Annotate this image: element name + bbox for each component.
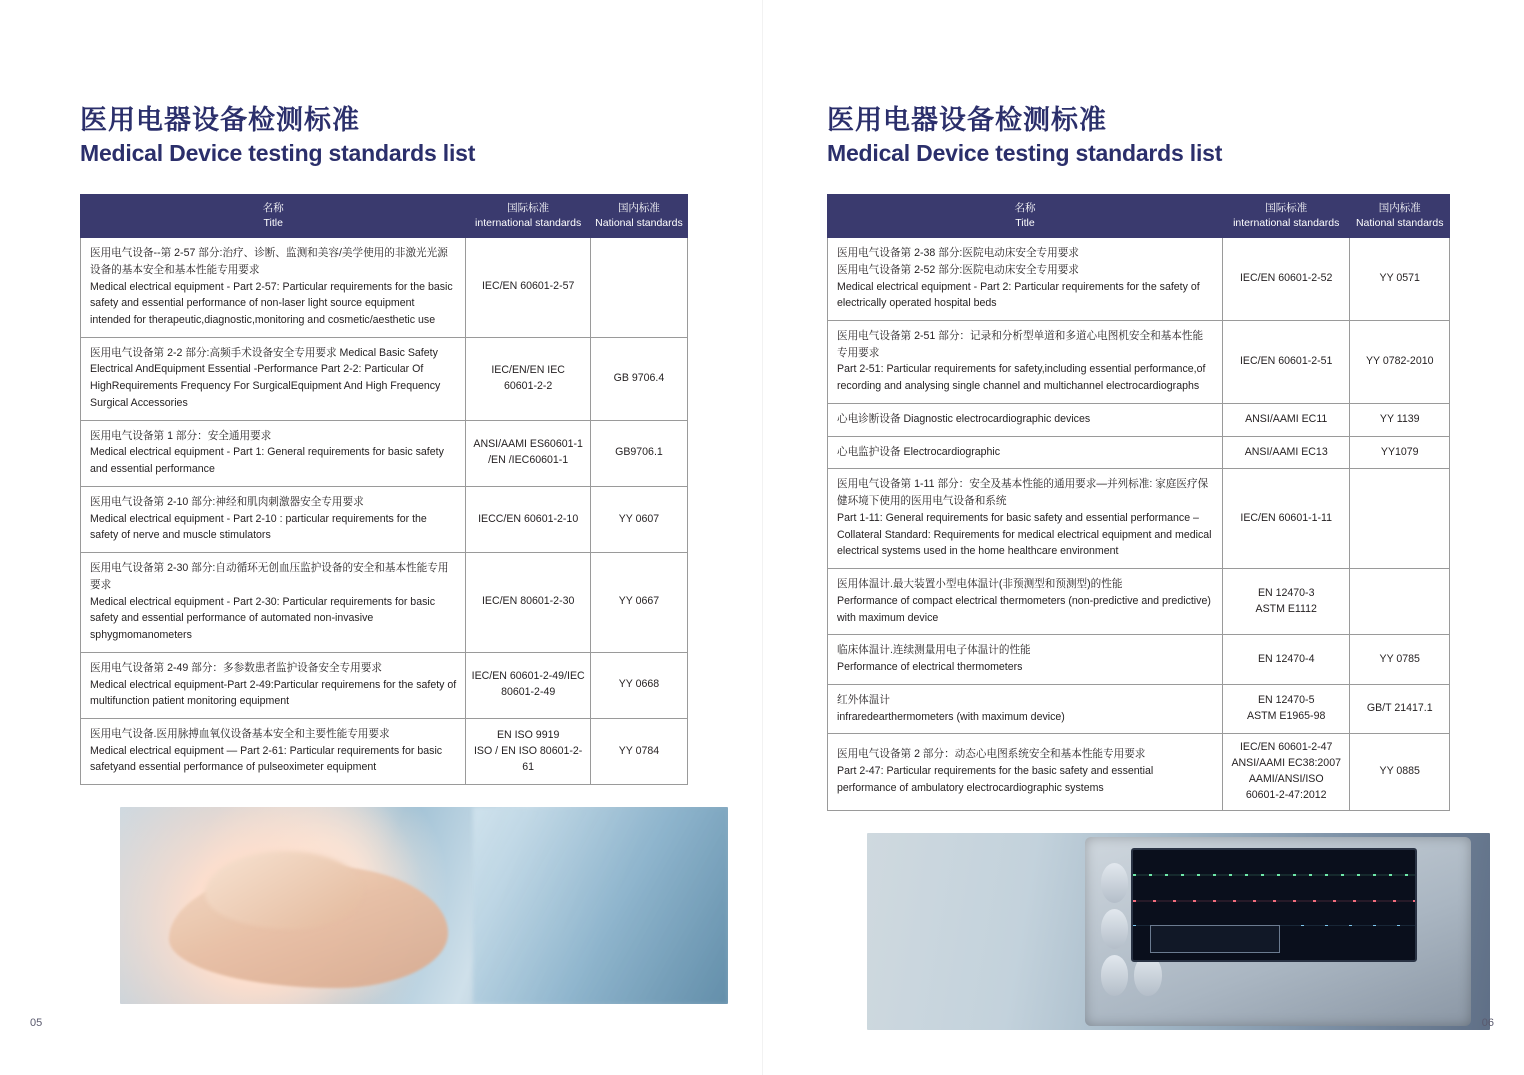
table-row bbox=[828, 321, 1450, 404]
cell-title bbox=[828, 684, 1223, 733]
cell-line: ISO / EN ISO 80601-2-61 bbox=[473, 744, 583, 773]
cell-international-standard bbox=[1222, 403, 1350, 436]
cell-national-standard bbox=[590, 652, 687, 718]
table-row bbox=[828, 238, 1450, 321]
cell-title bbox=[828, 321, 1223, 404]
cell-international-standard bbox=[466, 718, 590, 784]
cell-line: ANSI/AAMI EC11 bbox=[1245, 412, 1328, 425]
cell-title bbox=[828, 569, 1223, 635]
table-row bbox=[828, 469, 1450, 569]
cell-line: YY 0785 bbox=[1379, 652, 1420, 665]
table-row bbox=[828, 684, 1450, 733]
column-header-international bbox=[1222, 194, 1350, 237]
monitor-key bbox=[1101, 863, 1129, 903]
cell-line: EN 12470-5 bbox=[1257, 694, 1315, 707]
cell-line: ANSI/AAMI EC38:2007 bbox=[1231, 757, 1341, 770]
column-header-title-en: Title bbox=[263, 216, 283, 229]
cell-line: 60601-2-2 bbox=[504, 379, 553, 392]
cell-line: 心电监护设备 Electrocardiographic bbox=[837, 445, 1001, 458]
monitor-key bbox=[1101, 955, 1129, 995]
cell-line: Performance of compact electrical thermometers (non-predictive and predictive) with maximum device bbox=[837, 594, 1211, 624]
cell-line: IECC/EN 60601-2-10 bbox=[478, 512, 579, 525]
cell-line: IEC/EN 60601-2-57 bbox=[481, 280, 575, 293]
cell-line: ANSI/AAMI EC13 bbox=[1244, 445, 1328, 458]
cell-line: 临床体温计.连续测量用电子体温计的性能 bbox=[837, 644, 1031, 657]
cell-line: YY 0571 bbox=[1379, 272, 1420, 285]
cell-line: YY 1139 bbox=[1379, 412, 1420, 425]
page-title-cn-right: 医用电器设备检测标准 bbox=[827, 105, 1107, 135]
table-row bbox=[81, 718, 688, 784]
cell-line: infraredearthermometers (with maximum device) bbox=[837, 710, 1065, 723]
cell-line: 医用电气设备.医用脉搏血氧仪设备基本安全和主要性能专用要求 bbox=[90, 727, 390, 740]
cell-line: IEC/EN 60601-2-52 bbox=[1239, 272, 1333, 285]
cell-line: YY 0668 bbox=[618, 678, 660, 691]
cell-line: YY 0784 bbox=[618, 744, 660, 757]
cell-national-standard bbox=[1350, 684, 1450, 733]
column-header-title bbox=[828, 194, 1223, 237]
cell-national-standard bbox=[1350, 635, 1450, 684]
cell-line: 医用电气设备第 2-49 部分：多参数患者监护设备安全专用要求 bbox=[90, 661, 382, 674]
cell-national-standard bbox=[590, 486, 687, 552]
ecg-trace-green bbox=[1133, 874, 1415, 876]
column-header-title-cn: 名称 bbox=[262, 201, 284, 214]
cell-international-standard bbox=[1222, 238, 1350, 321]
cell-national-standard bbox=[590, 238, 687, 338]
cell-line: ASTM E1965-98 bbox=[1247, 710, 1326, 722]
page-title-cn: 医用电器设备检测标准 bbox=[80, 105, 360, 135]
cell-international-standard bbox=[466, 652, 590, 718]
cell-national-standard bbox=[590, 553, 687, 653]
cell-title bbox=[81, 238, 466, 338]
photo-right bbox=[867, 833, 1490, 1030]
table-body-left bbox=[81, 238, 688, 785]
page-title-en-right: Medical Device testing standards list bbox=[827, 140, 1223, 167]
cell-international-standard bbox=[466, 486, 590, 552]
cell-line: 医用电气设备--第 2-57 部分:治疗、诊断、监测和美容/美学使用的非激光光源设备的基本安全和基本性能专用要求 bbox=[90, 247, 448, 276]
cell-title bbox=[828, 436, 1223, 469]
cell-line: Part 2-47: Particular requirements for the basic safety and essential performance of ambulatory electrocardiographic systems bbox=[837, 765, 1154, 794]
cell-line: EN ISO 9919 bbox=[496, 728, 560, 741]
cell-line: IEC/EN/EN IEC bbox=[491, 363, 565, 376]
cell-line: 医用电气设备第 2-52 部分:医院电动床安全专用要求 bbox=[837, 263, 1079, 276]
monitor-key bbox=[1101, 909, 1129, 949]
table-row bbox=[828, 403, 1450, 436]
column-header-international-en: international standards bbox=[475, 216, 582, 229]
cell-line: IEC/EN 60601-2-49/IEC bbox=[471, 670, 585, 683]
cell-line: Medical electrical equipment — Part 2-61: Particular requirements for basic safetyand essential performance of pulseoximeter equipment bbox=[90, 744, 443, 774]
column-header-international bbox=[466, 194, 590, 237]
cell-line: YY 0885 bbox=[1379, 765, 1420, 778]
cell-national-standard bbox=[1350, 734, 1450, 811]
column-header-national bbox=[1350, 194, 1450, 237]
cell-national-standard bbox=[1350, 321, 1450, 404]
cell-national-standard bbox=[590, 718, 687, 784]
column-header-national bbox=[590, 194, 687, 237]
cell-line: 医用电气设备第 1 部分：安全通用要求 bbox=[90, 429, 272, 442]
column-header-title bbox=[81, 194, 466, 237]
cell-line: 医用体温计.最大装置小型电体温计(非预测型和预测型)的性能 bbox=[837, 578, 1123, 591]
monitor-screen bbox=[1131, 848, 1417, 961]
cell-title bbox=[828, 635, 1223, 684]
cell-line: ANSI/AAMI ES60601-1 bbox=[473, 438, 583, 451]
cell-line: GB9706.1 bbox=[615, 446, 663, 459]
table-row bbox=[828, 436, 1450, 469]
cell-line: YY1079 bbox=[1380, 445, 1419, 458]
cell-title bbox=[81, 553, 466, 653]
cell-title bbox=[81, 337, 466, 420]
cell-line: IEC/EN 60601-2-47 bbox=[1239, 741, 1333, 754]
ecg-trace-red bbox=[1133, 900, 1415, 902]
cell-line: 医用电气设备第 2-10 部分:神经和肌肉刺激器安全专用要求 bbox=[90, 495, 364, 508]
cell-line: 心电诊断设备 Diagnostic electrocardiographic devices bbox=[837, 412, 1091, 425]
table-row bbox=[828, 635, 1450, 684]
cell-title bbox=[81, 486, 466, 552]
cell-international-standard bbox=[466, 337, 590, 420]
patient-monitor bbox=[1085, 837, 1471, 1026]
cell-line: 医用电气设备第 1-11 部分：安全及基本性能的通用要求—并列标准: 家庭医疗保健环境下使用的医用电气设备和系统 bbox=[837, 478, 1209, 508]
table-row bbox=[828, 569, 1450, 635]
cell-line: Medical electrical equipment - Part 2-57: Particular requirements for the basic safety and essential performance of non-laser light source equipment intended for therapeutic,diagnostic,monitoring and cosmetic/aesthetic use bbox=[90, 280, 453, 327]
cell-international-standard bbox=[1222, 734, 1350, 811]
standards-table-right bbox=[827, 194, 1450, 811]
cell-international-standard bbox=[466, 553, 590, 653]
cell-line: 医用电气设备第 2-51 部分：记录和分析型单道和多道心电图机安全和基本性能专用要求 bbox=[837, 330, 1204, 359]
column-header-title-cn: 名称 bbox=[1014, 201, 1036, 214]
photo-left-hand bbox=[205, 851, 363, 930]
table-header bbox=[81, 194, 688, 237]
cell-international-standard bbox=[1222, 436, 1350, 469]
table-row bbox=[828, 734, 1450, 811]
cell-line: Medical electrical equipment - Part 2-10 : particular requirements for the safety of nerve and muscle stimulators bbox=[90, 512, 427, 542]
cell-title bbox=[81, 718, 466, 784]
column-header-national-en: National standards bbox=[1355, 216, 1444, 229]
cell-national-standard bbox=[590, 420, 687, 486]
cell-line: Medical electrical equipment - Part 2: Particular requirements for the safety of electrically operated hospital beds bbox=[837, 280, 1200, 310]
cell-international-standard bbox=[466, 238, 590, 338]
cell-line: Performance of electrical thermometers bbox=[837, 661, 1023, 674]
cell-international-standard bbox=[1222, 469, 1350, 569]
cell-international-standard bbox=[1222, 684, 1350, 733]
cell-national-standard bbox=[1350, 403, 1450, 436]
column-header-international-en: international standards bbox=[1233, 216, 1340, 229]
cell-line: ASTM E1112 bbox=[1255, 602, 1317, 615]
table-row bbox=[81, 652, 688, 718]
table-row bbox=[81, 420, 688, 486]
cell-line: YY 0607 bbox=[618, 512, 660, 525]
cell-title bbox=[81, 420, 466, 486]
column-header-title-en: Title bbox=[1015, 216, 1035, 229]
column-header-international-cn: 国际标准 bbox=[1265, 201, 1308, 214]
folio-right: 06 bbox=[1481, 1017, 1494, 1029]
cell-line: GB 9706.4 bbox=[613, 371, 665, 384]
table-row bbox=[81, 238, 688, 338]
cell-line: Part 1-11: General requirements for basic safety and essential performance – Collateral Standard: Requirements for medical electrical equipment and medical electrical systems used in the home healthcare environment bbox=[837, 511, 1212, 558]
cell-line: 医用电气设备第 2-2 部分:高频手术设备安全专用要求 Medical Basic Safety Electrical AndEquipment Essential -Performance Part 2-2: Particular Of HighRequirements Frequency For SurgicalEquipment And High Frequency Surgical Accessories bbox=[90, 346, 441, 409]
cell-international-standard bbox=[1222, 569, 1350, 635]
cell-line: 医用电气设备第 2-30 部分:自动循环无创血压监护设备的安全和基本性能专用要求 bbox=[90, 562, 449, 591]
table-body-right bbox=[828, 238, 1450, 811]
folio-left: 05 bbox=[30, 1017, 43, 1029]
cell-national-standard bbox=[1350, 238, 1450, 321]
column-header-national-cn: 国内标准 bbox=[617, 201, 660, 214]
cell-line: 医用电气设备第 2-38 部分:医院电动床安全专用要求 bbox=[837, 247, 1079, 260]
cell-international-standard bbox=[1222, 635, 1350, 684]
cell-line: Medical electrical equipment - Part 1: General requirements for basic safety and essential performance bbox=[90, 446, 444, 476]
column-header-national-en: National standards bbox=[595, 216, 683, 229]
cell-title bbox=[828, 403, 1223, 436]
cell-line: YY 0782-2010 bbox=[1365, 355, 1434, 368]
cell-line: Medical electrical equipment - Part 2-30: Particular requirements for basic safety and essential performance of automated non-invasive sphygmomanometers bbox=[90, 595, 436, 642]
cell-line: YY 0667 bbox=[618, 595, 660, 608]
table-row bbox=[81, 337, 688, 420]
standards-table-left bbox=[80, 194, 688, 786]
cell-national-standard bbox=[1350, 469, 1450, 569]
page-title-en: Medical Device testing standards list bbox=[80, 140, 476, 167]
cell-line: /EN /IEC60601-1 bbox=[488, 454, 569, 467]
cell-line: Part 2-51: Particular requirements for safety,including essential performance,of recording and analysing single channel and multichannel electrocardiographs bbox=[837, 363, 1206, 393]
cell-line: 医用电气设备第 2 部分：动态心电图系统安全和基本性能专用要求 bbox=[837, 748, 1146, 761]
table-header-right bbox=[828, 194, 1450, 237]
cell-title bbox=[828, 469, 1223, 569]
column-header-national-cn: 国内标准 bbox=[1378, 201, 1421, 214]
cell-national-standard bbox=[590, 337, 687, 420]
page-right bbox=[762, 0, 1524, 1075]
table-row bbox=[81, 553, 688, 653]
column-header-international-cn: 国际标准 bbox=[507, 201, 550, 214]
cell-title bbox=[828, 734, 1223, 811]
cell-title bbox=[828, 238, 1223, 321]
cell-line: IEC/EN 80601-2-30 bbox=[481, 595, 575, 608]
cell-international-standard bbox=[1222, 321, 1350, 404]
cell-national-standard bbox=[1350, 569, 1450, 635]
cell-line: 60601-2-47:2012 bbox=[1245, 788, 1327, 801]
cell-line: IEC/EN 60601-1-11 bbox=[1240, 511, 1333, 524]
cell-line: AAMI/ANSI/ISO bbox=[1248, 773, 1324, 786]
cell-international-standard bbox=[466, 420, 590, 486]
table-row bbox=[81, 486, 688, 552]
cell-national-standard bbox=[1350, 436, 1450, 469]
cell-line: 80601-2-49 bbox=[501, 686, 556, 699]
screen-dialog bbox=[1150, 925, 1280, 953]
cell-line: EN 12470-4 bbox=[1257, 652, 1315, 665]
cell-line: GB/T 21417.1 bbox=[1366, 702, 1433, 715]
cell-line: 红外体温计 bbox=[837, 693, 890, 706]
cell-title bbox=[81, 652, 466, 718]
photo-left bbox=[120, 807, 728, 1004]
cell-line: IEC/EN 60601-2-51 bbox=[1239, 355, 1333, 368]
cell-line: EN 12470-3 bbox=[1257, 586, 1315, 599]
cell-line: Medical electrical equipment-Part 2-49:Particular requiremens for the safety of multifunction patient monitoring equipment bbox=[90, 678, 457, 708]
